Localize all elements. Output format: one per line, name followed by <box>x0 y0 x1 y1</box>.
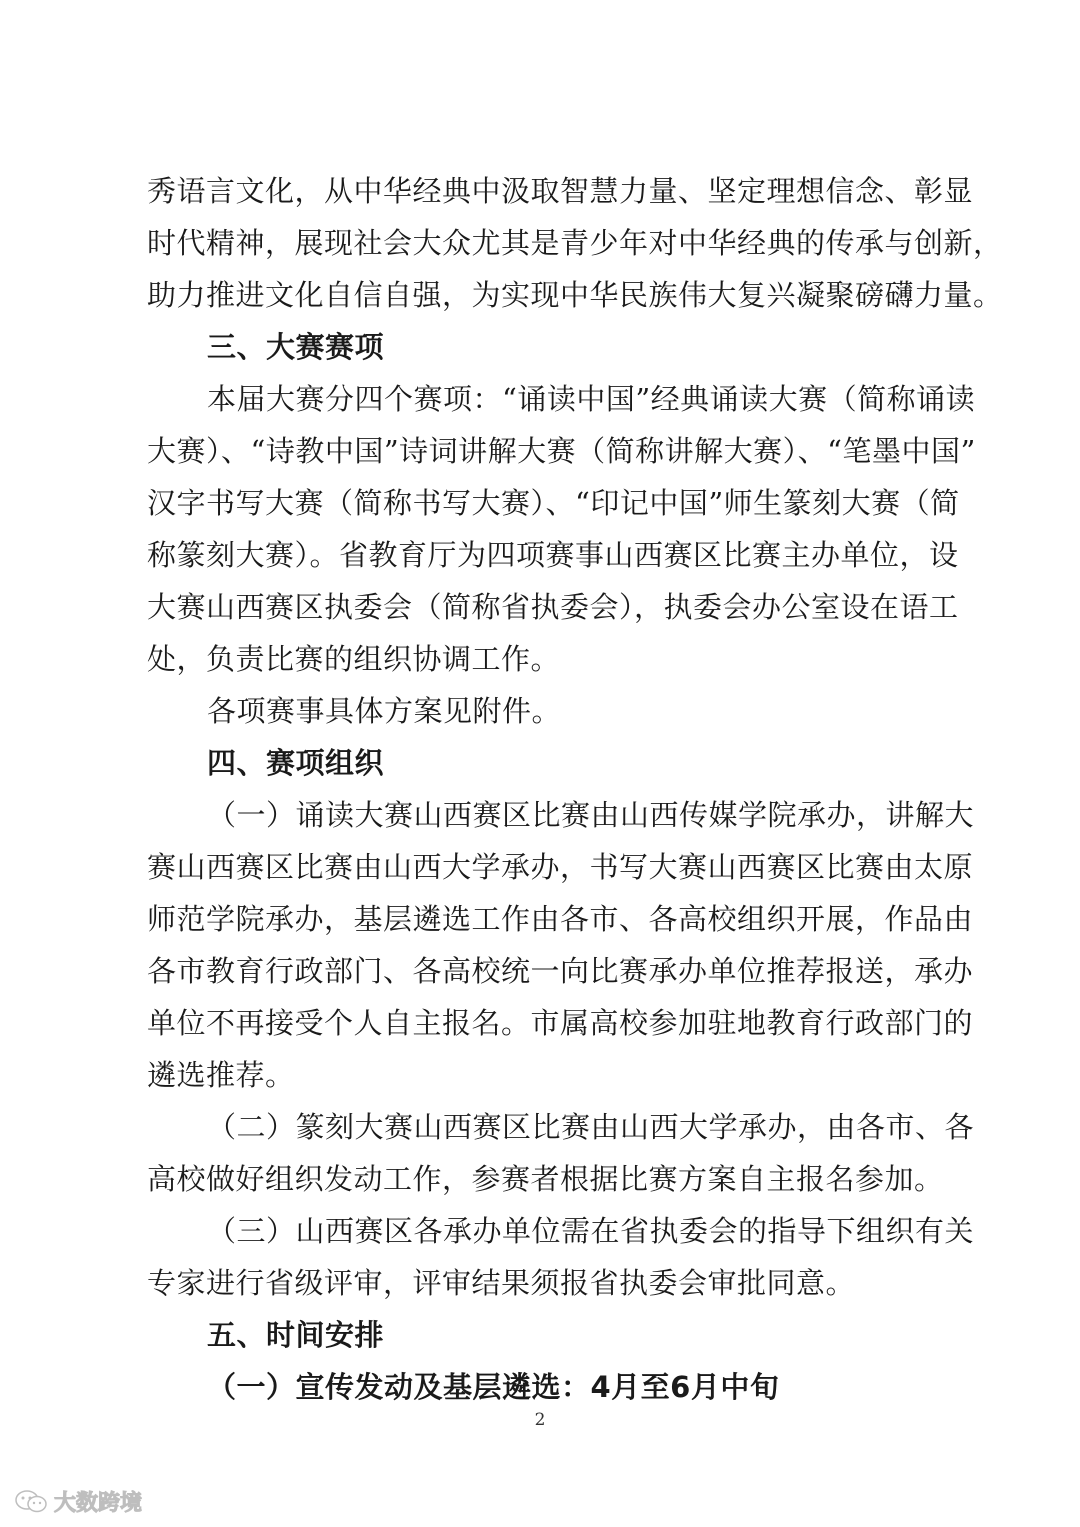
text-line: 赛山西赛区比赛由山西大学承办，书写大赛山西赛区比赛由太原 <box>147 850 974 884</box>
text-line: 处，负责比赛的组织协调工作。 <box>147 642 561 676</box>
section-heading: 四、赛项组织 <box>207 746 385 780</box>
wechat-logo-icon <box>14 1489 48 1515</box>
watermark-text: 大数跨境 <box>54 1491 143 1516</box>
section-heading: 五、时间安排 <box>207 1318 385 1352</box>
text-line: 大赛山西赛区执委会（简称省执委会），执委会办公室设在语工 <box>147 590 959 624</box>
text-line: 各市教育行政部门、各高校统一向比赛承办单位推荐报送，承办 <box>147 954 974 988</box>
subsection-heading: （一）宣传发动及基层遴选：4月至6月中旬 <box>207 1370 780 1404</box>
text-line: 称篆刻大赛）。省教育厅为四项赛事山西赛区比赛主办单位，设 <box>147 538 959 572</box>
watermark <box>14 1486 142 1517</box>
text-line: 师范学院承办，基层遴选工作由各市、各高校组织开展，作品由 <box>147 902 974 936</box>
text-line: 时代精神，展现社会大众尤其是青少年对中华经典的传承与创新， <box>147 226 1003 260</box>
text-line: 大赛）、“诗教中国”诗词讲解大赛（简称讲解大赛）、“笔墨中国” <box>147 434 976 468</box>
text-line: 各项赛事具体方案见附件。 <box>207 694 562 728</box>
section-heading: 三、大赛赛项 <box>207 330 385 364</box>
text-line: 高校做好组织发动工作，参赛者根据比赛方案自主报名参加。 <box>147 1162 944 1196</box>
text-line: （二）篆刻大赛山西赛区比赛由山西大学承办，由各市、各 <box>207 1110 975 1144</box>
text-line: 专家进行省级评审，评审结果须报省执委会审批同意。 <box>147 1266 856 1300</box>
text-line: （一）诵读大赛山西赛区比赛由山西传媒学院承办，讲解大 <box>207 798 975 832</box>
text-line: （三）山西赛区各承办单位需在省执委会的指导下组织有关 <box>207 1214 975 1248</box>
document-body <box>147 165 1003 1413</box>
page-number: 2 <box>534 1410 546 1430</box>
text-line: 汉字书写大赛（简称书写大赛）、“印记中国”师生篆刻大赛（简 <box>147 486 960 520</box>
text-line: 助力推进文化自信自强，为实现中华民族伟大复兴凝聚磅礴力量。 <box>147 278 1003 312</box>
text-line: 秀语言文化，从中华经典中汲取智慧力量、坚定理想信念、彰显 <box>147 174 974 208</box>
text-line: 本届大赛分四个赛项：“诵读中国”经典诵读大赛（简称诵读 <box>207 382 976 416</box>
text-line: 遴选推荐。 <box>147 1058 295 1092</box>
text-line: 单位不再接受个人自主报名。市属高校参加驻地教育行政部门的 <box>147 1006 974 1040</box>
